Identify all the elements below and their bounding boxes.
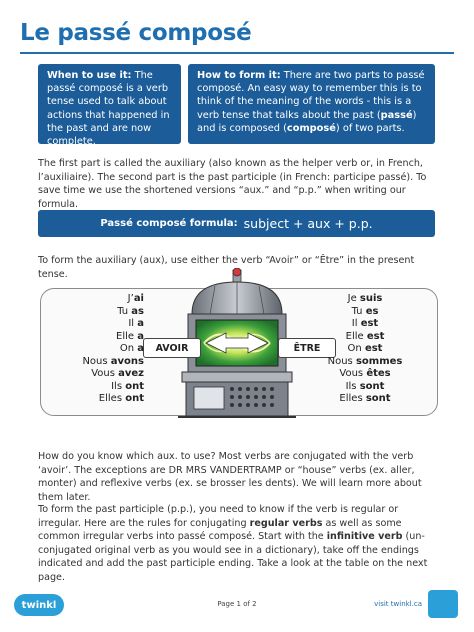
etre-row: Il est: [351, 318, 379, 329]
avoir-row: Ils ont: [111, 380, 144, 392]
how-text-3: ) of two parts.: [335, 122, 405, 134]
etre-row: On est: [347, 343, 383, 354]
avoir-row: Nous avons: [82, 355, 144, 367]
avoir-row: Il a: [128, 318, 144, 329]
how-to-form-box: [188, 64, 435, 144]
page-number: Page 1 of 2: [217, 600, 257, 608]
when-text: The passé composé is a verb tense used to talk about actions that happened in the past and are now complete.: [47, 70, 170, 148]
avoir-row: On a: [119, 343, 144, 354]
avoir-row: Vous avez: [91, 368, 144, 379]
aux-instruction: To form the auxiliary (aux), use either the verb “Avoir” or “Être” in the present tense.: [38, 255, 415, 280]
page-title: Le passé composé: [20, 20, 252, 46]
title-divider: [20, 52, 454, 54]
twinkl-badge-icon: [428, 590, 458, 618]
bold-infinitive-verb: infinitive verb: [326, 531, 403, 543]
avoir-row: Elle a: [116, 330, 144, 342]
etre-row: Vous êtes: [339, 368, 391, 379]
etre-row: Je suis: [347, 293, 383, 304]
formula-banner: [38, 210, 435, 237]
etre-row: Nous sommes: [327, 355, 403, 367]
avoir-row: J’ai: [127, 293, 144, 304]
how-text-1: There are two parts to passé composé. An easy way to remember this is to think of the meaning of the words - this is a verb tense that talks about the past (: [197, 70, 425, 121]
how-label: How to form it:: [197, 70, 281, 81]
avoir-row: Elles ont: [98, 393, 144, 404]
etre-label: ÊTRE: [278, 338, 336, 358]
when-label: When to use it:: [47, 70, 132, 81]
avoir-conjugation-list: [74, 293, 144, 406]
twinkl-logo[interactable]: twinkl: [14, 594, 64, 616]
etre-row: Elles sont: [339, 393, 391, 404]
etre-row: Tu es: [351, 305, 379, 317]
auxiliary-paragraph: The first part is called the auxiliary (also known as the helper verb or, in French, l’auxiliaire). The second part is the past participle (in French: participe passé). To save time we use the shortened versions “aux.” and “p.p.” when writing our formula.: [38, 158, 427, 210]
past-participle-paragraph: To form the past participle (p.p.), you need to know if the verb is regular or irregular. Here are the rules for conjugating regular verbs as well as some common irregular verbs into passé composé. Start with the infinitive verb (un-conjugated original verb as you would see in a dictionary), take off the endings indicated and add the past participle ending. Take a look at the table on the next page.: [38, 504, 428, 583]
when-to-use-box: [38, 64, 181, 148]
bold-regular-verbs: regular verbs: [249, 517, 323, 529]
etre-row: Ils sont: [345, 380, 385, 392]
which-aux-paragraph: How do you know which aux. to use? Most verbs are conjugated with the verb ‘avoir’. The exceptions are DR MRS VANDERTRAMP or “house” verbs (ex. aller, monter) and reflexive verbs (ex. se brosser les dents). We will learn more about them later.: [38, 451, 422, 503]
how-bold-compose: composé: [286, 122, 336, 134]
etre-conjugation-list: [320, 293, 410, 406]
etre-row: Elle est: [345, 330, 385, 342]
site-url-link[interactable]: visit twinkl.ca: [374, 600, 422, 608]
formula-value: subject + aux + p.p.: [243, 216, 373, 231]
how-text-2: ) and is composed (: [197, 109, 417, 134]
avoir-row: Tu as: [117, 305, 144, 317]
how-bold-passe: passé: [380, 109, 413, 121]
formula-label: Passé composé formula:: [100, 218, 238, 229]
avoir-label: AVOIR: [143, 338, 201, 358]
